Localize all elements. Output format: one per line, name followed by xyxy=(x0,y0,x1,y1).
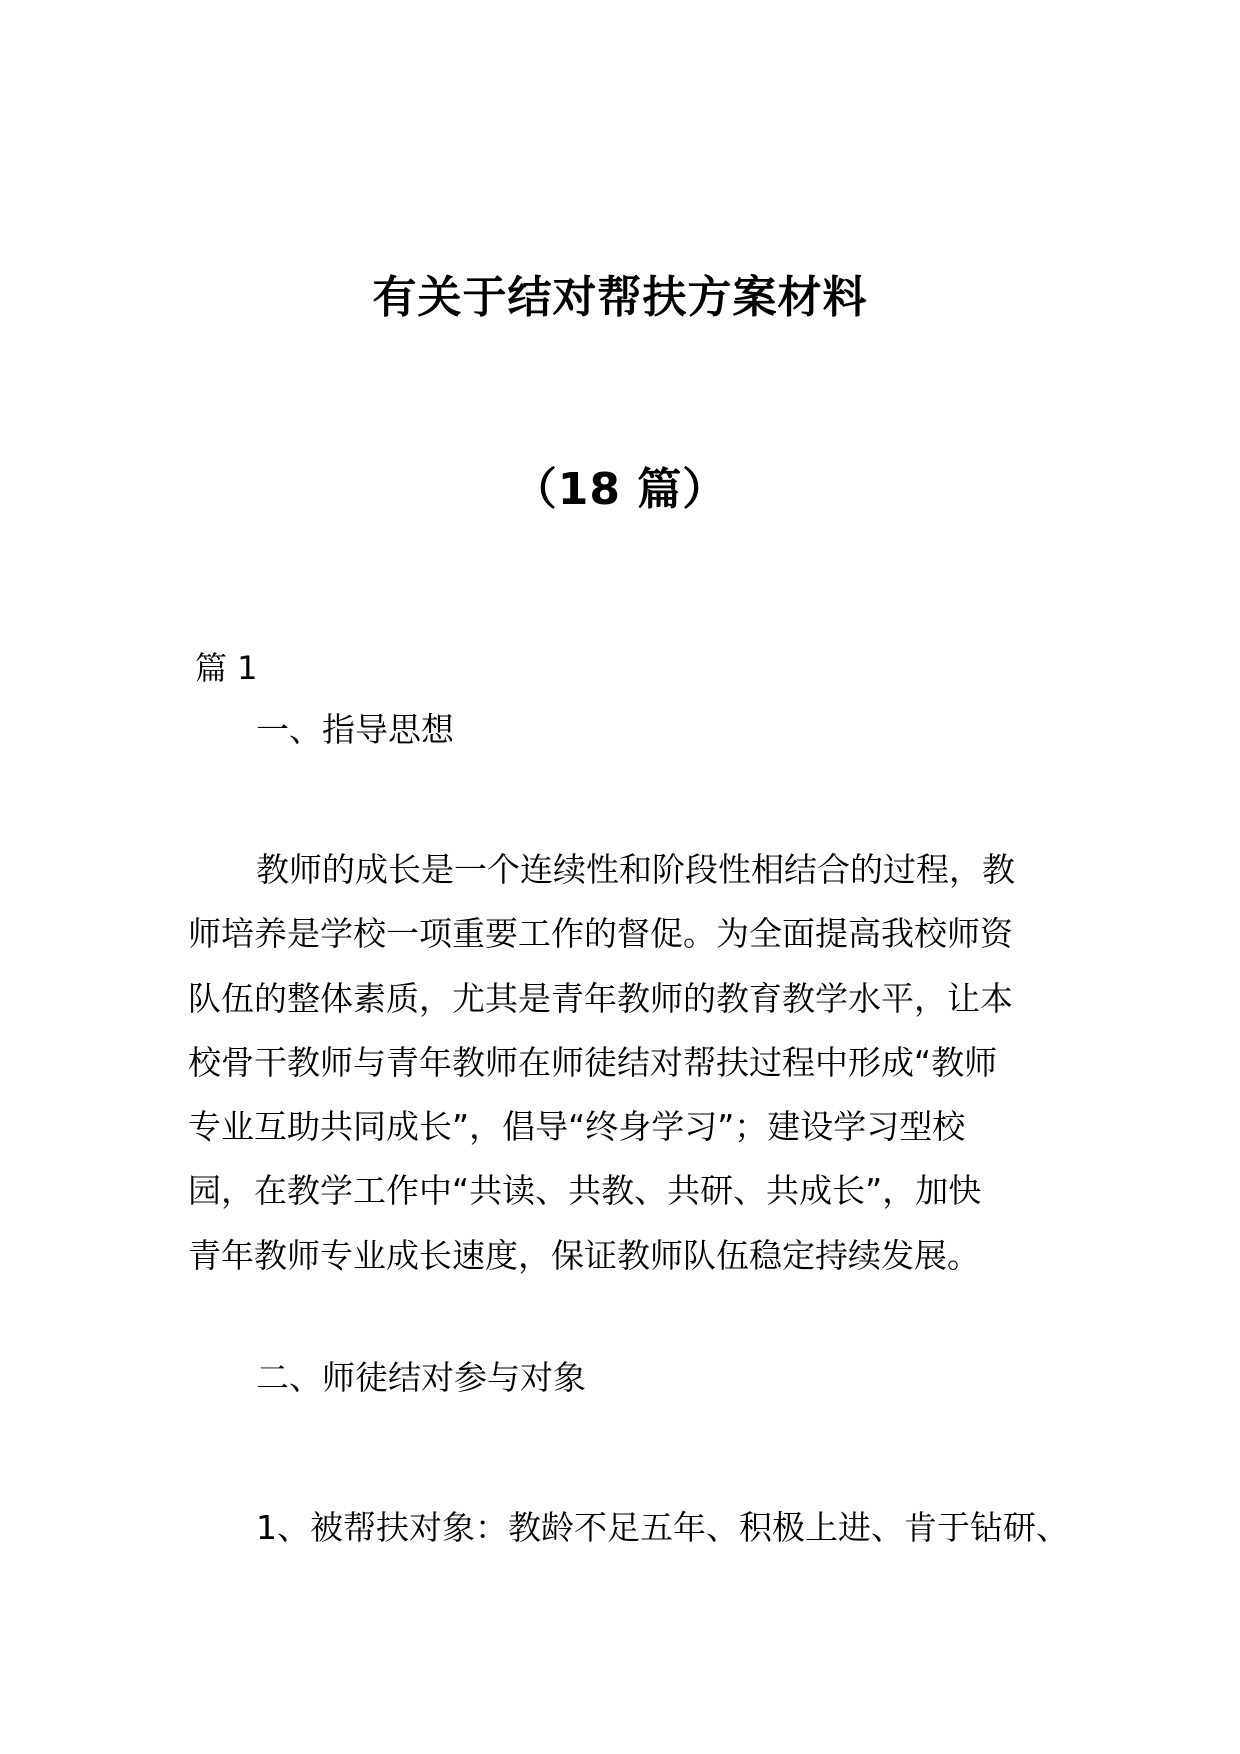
paragraph-1 xyxy=(188,838,1048,1288)
paragraph-line: 园，在教学工作中“共读、共教、共研、共成长”，加快 xyxy=(188,1171,982,1211)
paragraph-line: 师培养是学校一项重要工作的督促。为全面提高我校师资 xyxy=(188,914,1013,954)
paragraph-line: 教师的成长是一个连续性和阶段性相结合的过程，教 xyxy=(256,850,1015,889)
list-item-1: 1、被帮扶对象：教龄不足五年、积极上进、肯于钻研、 xyxy=(256,1508,1069,1547)
paragraph-line: 青年教师专业成长速度，保证教师队伍稳定持续发展。 xyxy=(188,1235,980,1275)
document-subtitle: （18 篇） xyxy=(512,464,728,515)
heading-participants: 二、师徒结对参与对象 xyxy=(256,1358,586,1397)
section-label: 篇 1 xyxy=(195,649,258,687)
paragraph-line: 校骨干教师与青年教师在师徒结对帮扶过程中形成“教师 xyxy=(188,1042,998,1082)
paragraph-line: 队伍的整体素质，尤其是青年教师的教育教学水平，让本 xyxy=(188,978,1013,1018)
document-title: 有关于结对帮扶方案材料 xyxy=(372,272,868,323)
paragraph-line: 专业互助共同成长”，倡导“终身学习”；建设学习型校 xyxy=(188,1107,966,1147)
heading-guiding-ideology: 一、指导思想 xyxy=(256,710,454,749)
